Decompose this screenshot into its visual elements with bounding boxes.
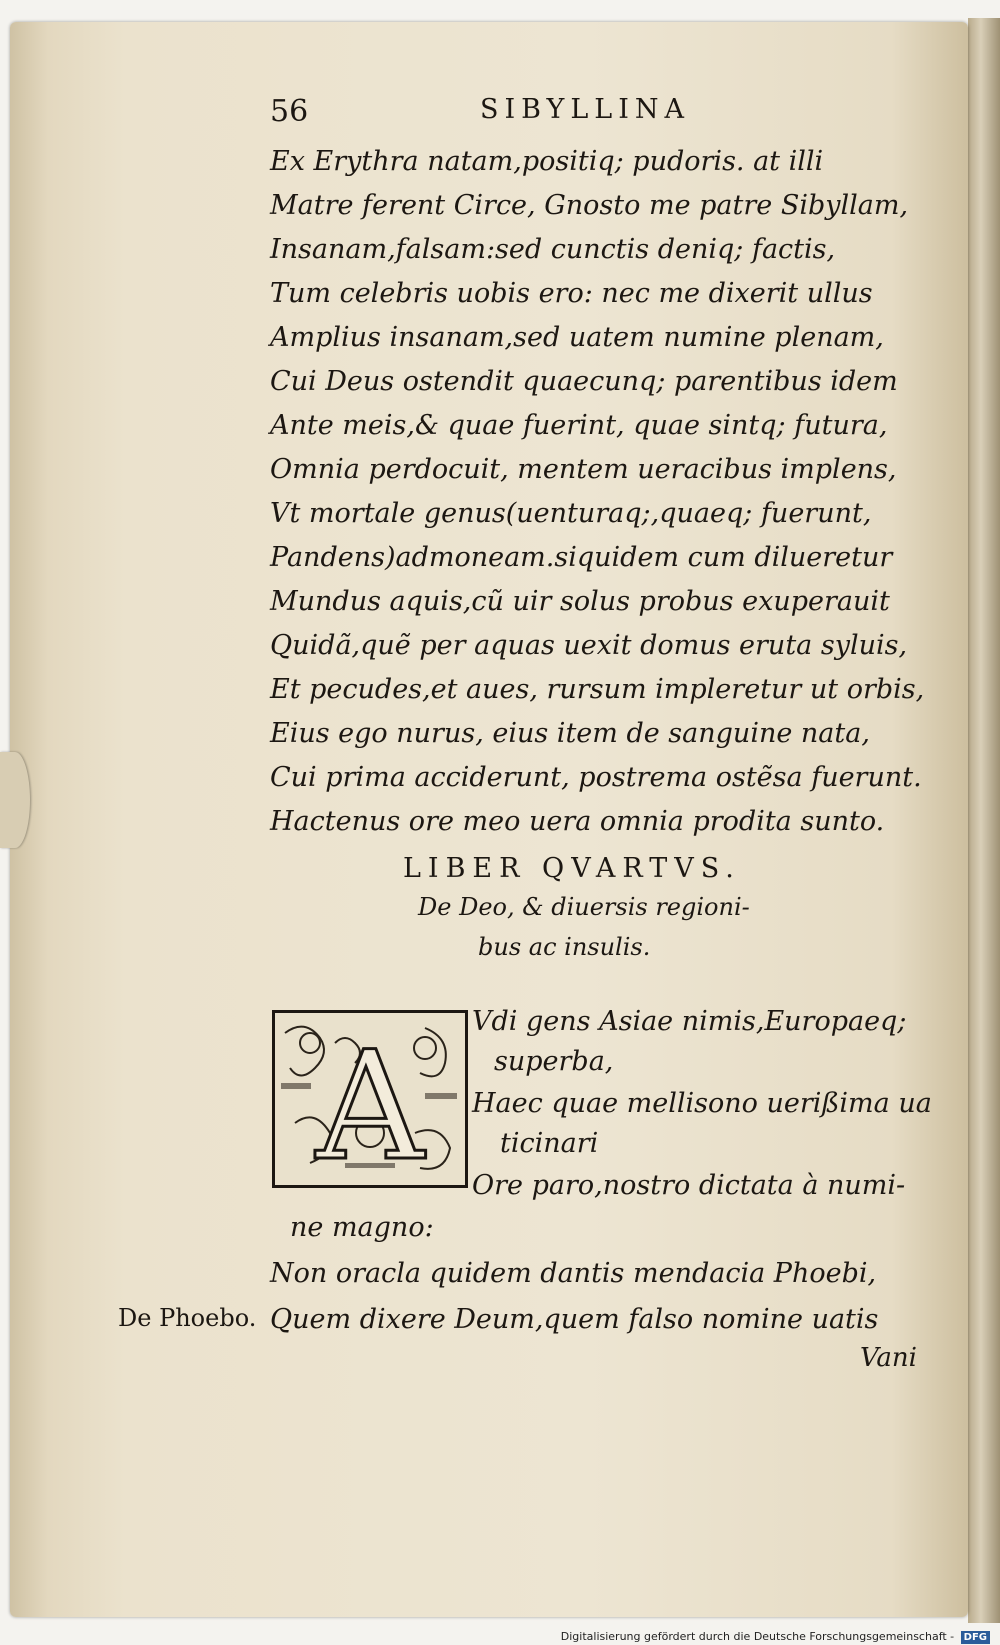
- verse-line: Non oracla quidem dantis mendacia Phoebi,: [270, 1258, 877, 1289]
- verse-line: ne magno:: [290, 1212, 434, 1243]
- verse-line: Pandens)admoneam.siquidem cum dilueretur: [270, 542, 893, 573]
- verse-line: Vdi gens Asiae nimis,Europaeq;: [472, 1006, 907, 1037]
- verse-line: Haec quae mellisono uerißima ua: [472, 1088, 932, 1119]
- verse-line: superba,: [494, 1046, 614, 1077]
- verse-line: Vt mortale genus(uenturaq;,quaeq; fuerunt,: [270, 498, 872, 529]
- woodcut-initial-icon: [275, 1013, 465, 1185]
- credit-text: Digitalisierung gefördert durch die Deutsche Forschungsgemeinschaft -: [560, 1630, 955, 1643]
- verse-line: Mundus aquis,cũ uir solus probus exuperauit: [270, 586, 890, 617]
- verse-line: Quidã,quẽ per aquas uexit domus eruta syluis,: [270, 630, 908, 661]
- dfg-logo: DFG: [961, 1631, 990, 1644]
- verse-line: Ex Erythra natam,positiq; pudoris. at illi: [270, 146, 824, 177]
- catchword: Vani: [860, 1343, 917, 1373]
- book-subtitle-line2: bus ac insulis.: [478, 933, 651, 961]
- verse-line: Cui Deus ostendit quaecunq; parentibus idem: [270, 366, 898, 397]
- page-edge: [968, 18, 1000, 1623]
- decorated-initial-letter: [272, 1010, 468, 1188]
- verse-line: Quem dixere Deum,quem falso nomine uatis: [270, 1304, 879, 1335]
- book-heading: LIBER QVARTVS.: [403, 853, 741, 884]
- page-number: 56: [270, 94, 309, 129]
- verse-line: ticinari: [500, 1128, 599, 1159]
- initial-letter: A: [315, 1020, 425, 1185]
- verse-line: Cui prima acciderunt, postrema ostẽsa fuerunt.: [270, 762, 922, 793]
- verse-line: Insanam,falsam:sed cunctis deniq; factis,: [270, 234, 836, 265]
- page-clip: [0, 752, 30, 848]
- verse-line: Eius ego nurus, eius item de sanguine nata,: [270, 718, 870, 749]
- verse-line: Ore paro,nostro dictata à numi-: [472, 1170, 906, 1201]
- verse-line: Hactenus ore meo uera omnia prodita sunto.: [270, 806, 885, 837]
- book-subtitle-line1: De Deo, & diuersis regioni-: [418, 893, 750, 921]
- verse-line: Matre ferent Circe, Gnosto me patre Sibyllam,: [270, 190, 909, 221]
- verse-line: Ante meis,& quae fuerint, quae sintq; futura,: [270, 410, 888, 441]
- digitization-credit: [561, 1630, 990, 1643]
- verse-line: Et pecudes,et aues, rursum impleretur ut orbis,: [270, 674, 925, 705]
- verse-line: Tum celebris uobis ero: nec me dixerit ullus: [270, 278, 873, 309]
- running-title: SIBYLLINA: [480, 94, 691, 125]
- margin-note: De Phoebo.: [118, 1304, 257, 1332]
- verse-line: Amplius insanam,sed uatem numine plenam,: [270, 322, 884, 353]
- verse-line: Omnia perdocuit, mentem ueracibus implens,: [270, 454, 897, 485]
